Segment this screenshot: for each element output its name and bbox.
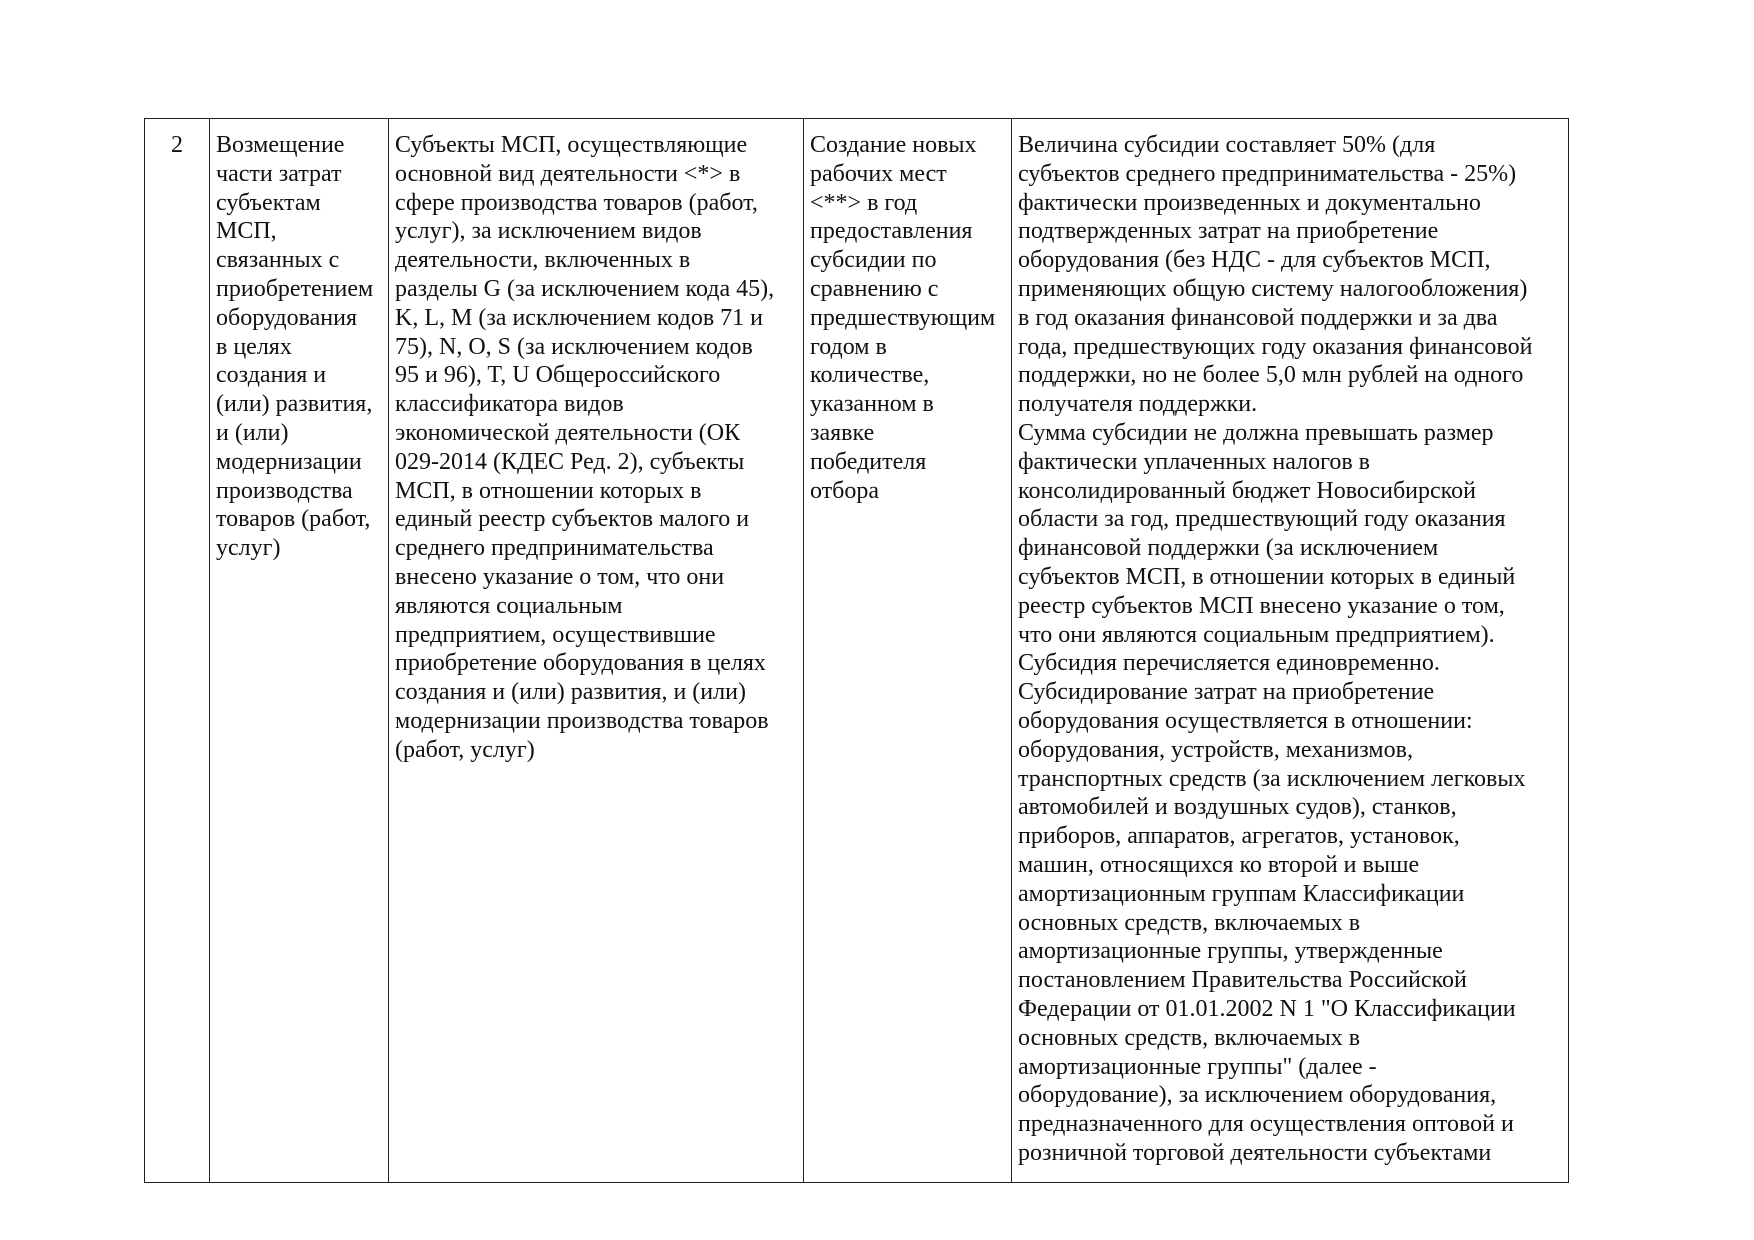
- criteria-cell: Создание новых рабочих мест <**> в год предоставления субсидии по сравнению с предшествующим годом в количестве, указанном в заявке победителя отбора: [804, 119, 1012, 1182]
- conditions-cell: Величина субсидии составляет 50% (для субъектов среднего предпринимательства - 25%) фактически произведенных и документально подтвержденных затрат на приобретение оборудования (без НДС - для субъектов МСП, применяющих общую систему налогообложения) в год оказания финансовой поддержки и за два года, предшествующих году оказания финансовой поддержки, но не более 5,0 млн рублей на одного получателя поддержки. Сумма субсидии не должна превышать размер фактически уплаченных налогов в консолидированный бюджет Новосибирской области за год, предшествующий году оказания финансовой поддержки (за исключением субъектов МСП, в отношении которых в единый реестр субъектов МСП внесено указание о том, что они являются социальным предприятием). Субсидия перечисляется единовременно. Субсидирование затрат на приобретение оборудования осуществляется в отношении: оборудования, устройств, механизмов, транспортных средств (за исключением легковых автомобилей и воздушных судов), станков, приборов, аппаратов, агрегатов, установок, машин, относящихся ко второй и выше амортизационным группам Классификации основных средств, включаемых в амортизационные группы, утвержденные постановлением Правительства Российской Федерации от 01.01.2002 N 1 "О Классификации основных средств, включаемых в амортизационные группы" (далее - оборудование), за исключением оборудования, предназначенного для осуществления оптовой и розничной торговой деятельности субъектами: [1018, 132, 1533, 1166]
- subsidy-table: [144, 118, 1569, 1183]
- support-name-cell: Возмещение части затрат субъектам МСП, связанных с приобретением оборудования в целях создания и (или) развития, и (или) модернизации производства товаров (работ, услуг): [210, 119, 389, 1182]
- row-number-cell: 2: [145, 119, 210, 1182]
- recipients-cell: Субъекты МСП, осуществляющие основной вид деятельности <*> в сфере производства товаров (работ, услуг), за исключением видов деятельности, включенных в разделы G (за исключением кода 45), K, L, M (за исключением кодов 71 и 75), N, O, S (за исключением кодов 95 и 96), T, U Общероссийского классификатора видов экономической деятельности (ОК 029-2014 (КДЕС Ред. 2), субъекты МСП, в отношении которых в единый реестр субъектов малого и среднего предпринимательства внесено указание о том, что они являются социальным предприятием, осуществившие приобретение оборудования в целях создания и (или) развития, и (или) модернизации производства товаров (работ, услуг): [389, 119, 804, 1182]
